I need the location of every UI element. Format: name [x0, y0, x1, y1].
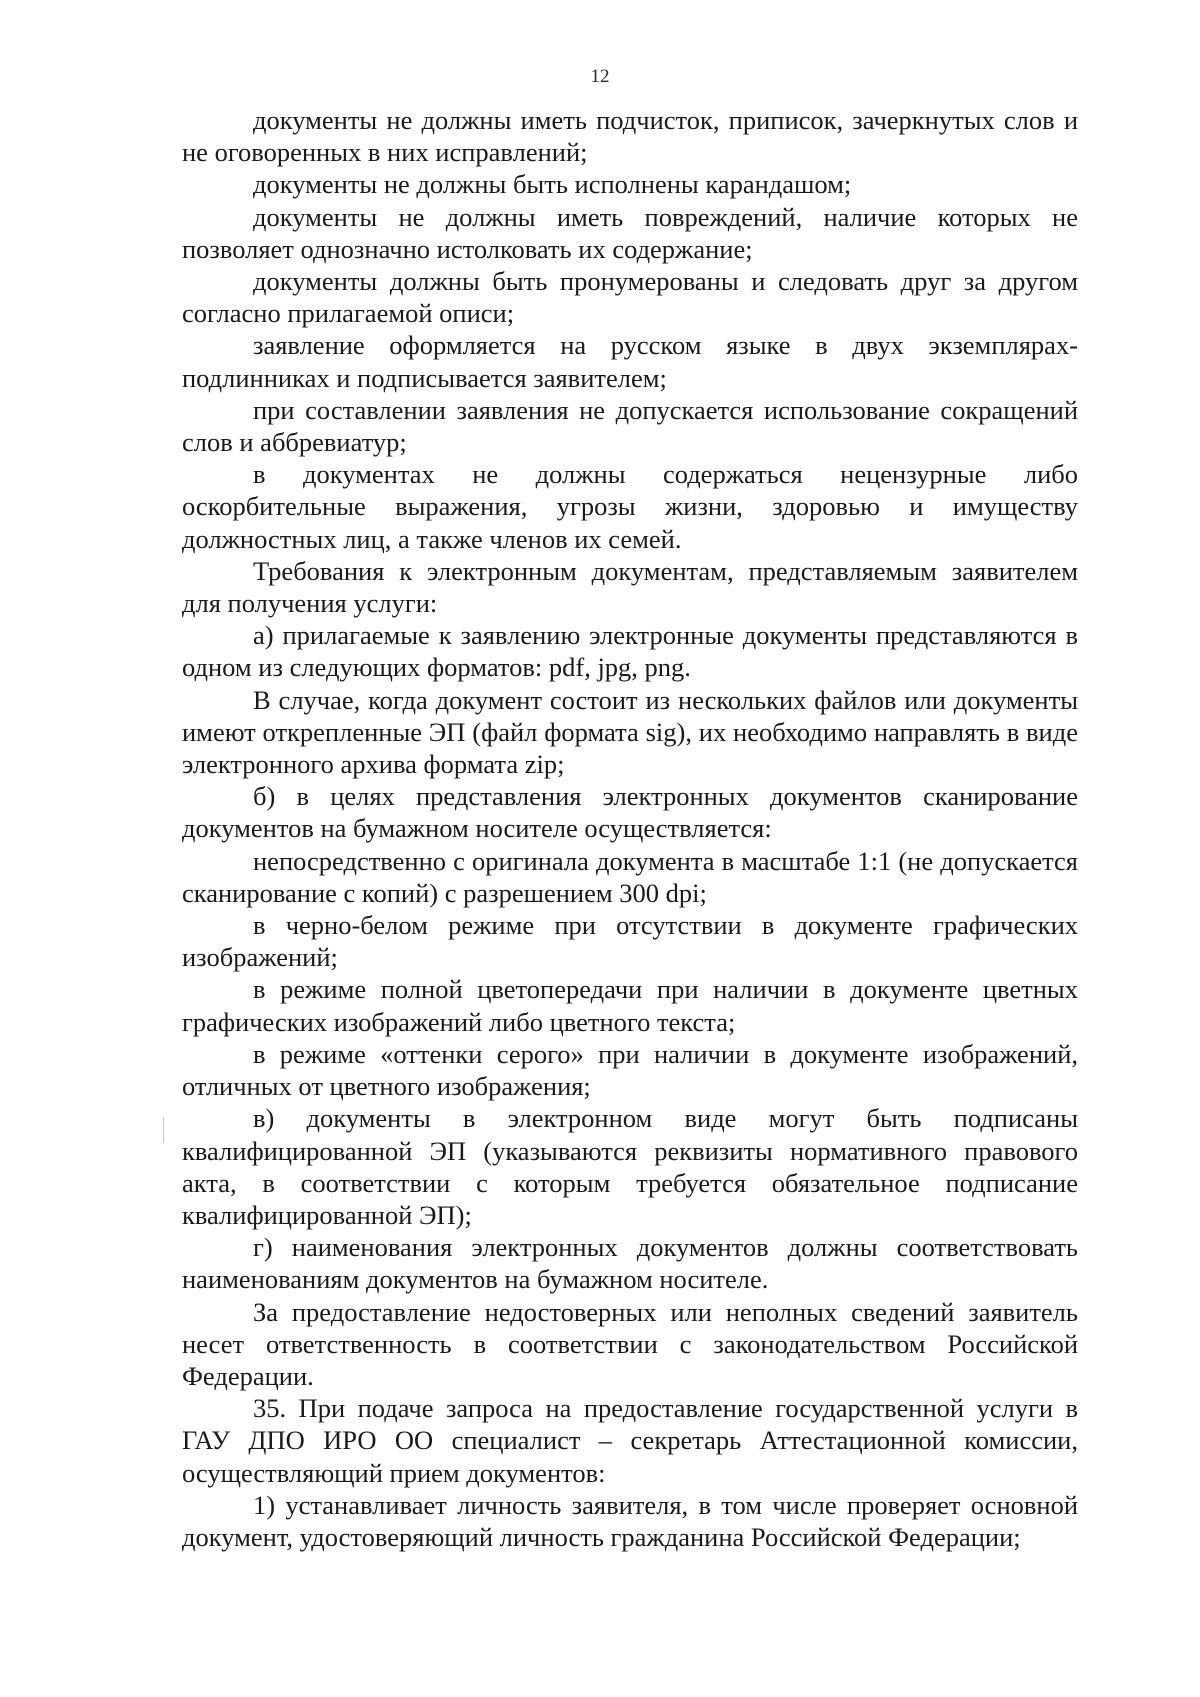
paragraph: заявление оформляется на русском языке в двух экземплярах-подлинниках и подписывается заявителем;: [182, 330, 1078, 393]
paragraph: при составлении заявления не допускается использование сокращений слов и аббревиатур;: [182, 394, 1078, 458]
scan-margin-mark: [163, 1117, 164, 1143]
paragraph: в) документы в электронном виде могут быть подписаны квалифицированной ЭП (указываются реквизиты нормативного правового акта, в соответствии с которым требуется обязательное подписание квалифицированной ЭП);: [182, 1103, 1078, 1230]
paragraph: Требования к электронным документам, представляемым заявителем для получения услуги:: [182, 555, 1078, 619]
paragraph: в черно-белом режиме при отсутствии в документе графических изображений;: [182, 910, 1078, 973]
paragraph: За предоставление недостоверных или неполных сведений заявитель несет ответственность в соответствии с законодательством Российской Федерации.: [182, 1296, 1078, 1391]
paragraph: документы не должны иметь повреждений, наличие которых не позволяет однозначно истолковать их содержание;: [182, 201, 1078, 264]
page-number: 12: [590, 66, 610, 87]
paragraph: в режиме «оттенки серого» при наличии в документе изображений, отличных от цветного изображения;: [182, 1038, 1078, 1102]
paragraph: В случае, когда документ состоит из нескольких файлов или документы имеют открепленные ЭП (файл формата sig), их необходимо направлять в виде электронного архива формата zip;: [182, 684, 1078, 780]
paragraph: г) наименования электронных документов должны соответствовать наименованиям документов на бумажном носителе.: [182, 1232, 1078, 1295]
paragraph: б) в целях представления электронных документов сканирование документов на бумажном носителе осуществляется:: [182, 781, 1078, 844]
paragraph: документы должны быть пронумерованы и следовать друг за другом согласно прилагаемой описи;: [182, 266, 1078, 329]
paragraph: 35. При подаче запроса на предоставление государственной услуги в ГАУ ДПО ИРО ОО специалист – секретарь Аттестационной комиссии, осуществляющий прием документов:: [182, 1393, 1078, 1488]
paragraph: в документах не должны содержаться нецензурные либо оскорбительные выражения, угрозы жизни, здоровью и имуществу должностных лиц, а также членов их семей.: [182, 459, 1078, 554]
document-body: [182, 104, 1078, 1553]
paragraph: а) прилагаемые к заявлению электронные документы представляются в одном из следующих форматов: pdf, jpg, png.: [182, 620, 1078, 683]
paragraph: непосредственно с оригинала документа в масштабе 1:1 (не допускается сканирование с копий) с разрешением 300 dpi;: [182, 845, 1078, 908]
paragraph: в режиме полной цветопередачи при наличии в документе цветных графических изображений либо цветного текста;: [182, 974, 1078, 1037]
paragraph: документы не должны иметь подчисток, приписок, зачеркнутых слов и не оговоренных в них исправлений;: [182, 105, 1078, 168]
paragraph: документы не должны быть исполнены карандашом;: [253, 169, 852, 200]
paragraph: 1) устанавливает личность заявителя, в том числе проверяет основной документ, удостоверяющий личность гражданина Российской Федерации;: [182, 1489, 1078, 1552]
